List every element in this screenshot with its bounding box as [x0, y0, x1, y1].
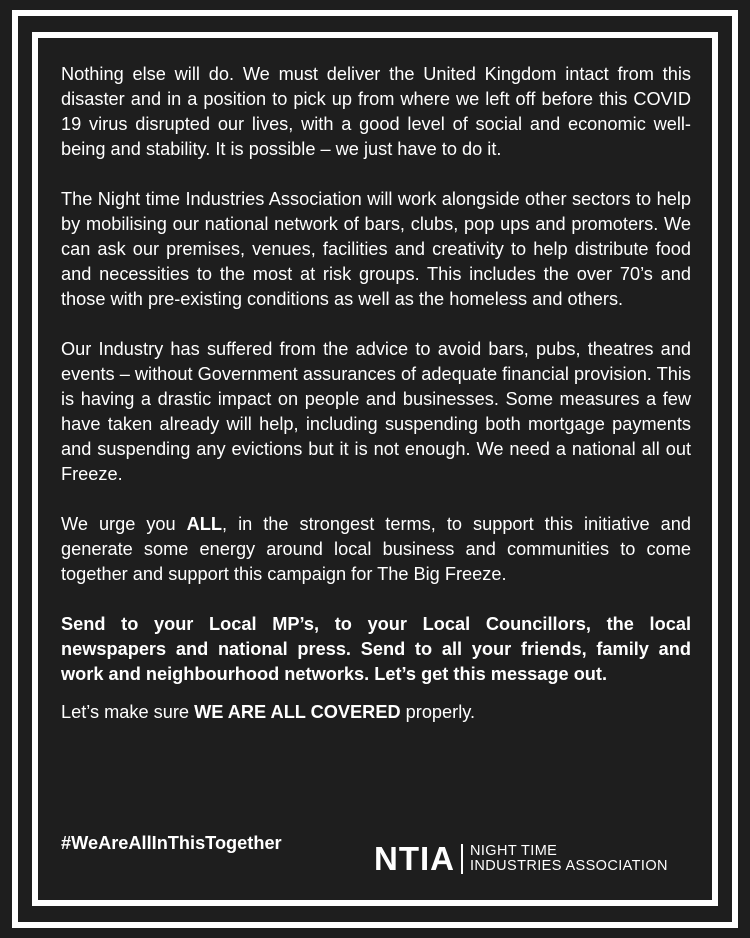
logo-mark: NTIA: [374, 840, 455, 877]
statement-body: [61, 62, 691, 744]
logo-line-1: NIGHT TIME: [470, 843, 558, 859]
logo-line-2: INDUSTRIES ASSOCIATION: [470, 858, 668, 874]
covered-text-end: properly.: [400, 702, 476, 722]
logo-text: [470, 844, 668, 874]
hashtag: #WeAreAllInThisTogether: [61, 833, 282, 853]
urge-text-end: , in the strongest terms, to support this initiative and generate some energy around local business and communities to come together and support this campaign for The Big Freeze.: [61, 514, 691, 584]
paragraph-urge: [61, 512, 691, 587]
urge-text-start: We urge you: [61, 514, 187, 534]
ntia-logo: [374, 840, 668, 877]
paragraph-intro: Nothing else will do. We must deliver the United Kingdom intact from this disaster and in a position to pick up from where we left off before this COVID 19 virus disrupted our lives, with a good level of social and economic well-being and stability. It is possible – we just have to do it.: [61, 64, 691, 159]
paragraph-call-to-action: Send to your Local MP’s, to your Local Councillors, the local newspapers and national press. Send to all your friends, family and work and neighbourhood networks. Let’s get this message out.: [61, 614, 691, 684]
logo-divider: [461, 844, 463, 874]
paragraph-industry-impact: Our Industry has suffered from the advice to avoid bars, pubs, theatres and events – without Government assurances of adequate financial provision. This is having a drastic impact on people and businesses. Some measures a few have taken already will help, including suspending both mortgage payments and suspending any evictions but it is not enough. We need a national all out Freeze.: [61, 339, 691, 484]
urge-emphasis: ALL: [186, 514, 223, 534]
covered-text-start: Let’s make sure: [61, 702, 195, 722]
covered-emphasis: WE ARE ALL COVERED: [194, 702, 401, 722]
paragraph-covered: [61, 700, 691, 725]
paragraph-mobilising: The Night time Industries Association will work alongside other sectors to help by mobilising our national network of bars, clubs, pop ups and promoters. We can ask our premises, venues, facilities and creativity to help distribute food and necessities to the most at risk groups. This includes the over 70’s and those with pre-existing conditions as well as the homeless and others.: [61, 189, 691, 309]
